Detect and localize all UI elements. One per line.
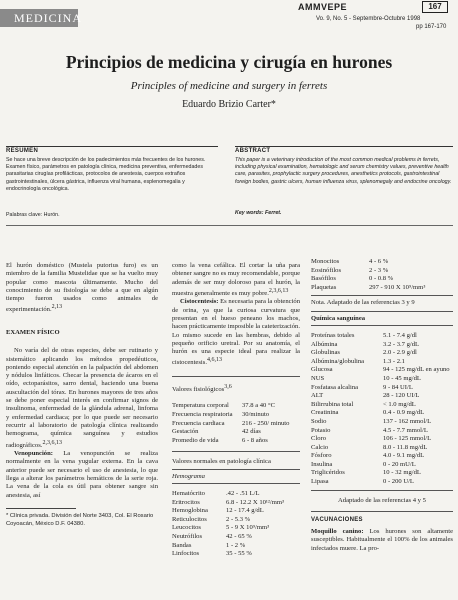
table-row [172, 437, 289, 446]
cistocentesis-paragraph: Cistocentesis: Es necesaria para la obtención de orina, ya que la curiosa curvatura que presentan en el hueso peneano los machos, hacen prácticamente imposible la cateterización. Lo mismo sucede en las hembras, debido al pequeño orificio uretral. Por su anatomía, el hurón es una especie ideal para realizar la cistocentesis.$^{4,6,13}$ [172, 298, 300, 367]
hemogram-table-cont [311, 258, 425, 292]
table-row [172, 411, 289, 420]
table-row [172, 516, 284, 525]
table-row [172, 420, 289, 429]
journal-name: AMMVEPE [298, 2, 348, 12]
table-row [172, 428, 289, 437]
row-label: Triglicéridos [311, 469, 345, 477]
row-label: ALT [311, 392, 324, 400]
row-value: 9 - 84 UI/L [383, 383, 413, 391]
table-row [311, 366, 450, 375]
row-label: Albúmina [311, 340, 338, 348]
row-label: Albúmina/globulina [311, 357, 365, 365]
vf-title: Valores fisiológicos$^{3,6}$ [172, 383, 232, 394]
intro-paragraph: El hurón doméstico (Mustela putorius furo) es un miembro de la familia Mustelidae que se ha vuelto muy popular como mascota últimamente. Mucho del conocimiento de su fisiología se debe a que en algún tiempo fueron usados como animales de experimentación.$^{2,13}$ [6, 262, 158, 314]
row-value: 1 - 2 % [226, 541, 246, 549]
table-row [172, 490, 284, 499]
row-label: Fósforo [311, 452, 332, 460]
row-value: 8.0 - 11.8 mg/dL [383, 443, 428, 451]
table-rule [172, 483, 300, 484]
table-row [311, 384, 450, 393]
row-label: Creatinina [311, 409, 339, 417]
row-label: Neutrófilos [172, 532, 203, 540]
table-row [311, 284, 425, 293]
resumen-text: Se hace una breve descripción de los padecimientos más frecuentes de los hurones. Examen físico, parámetros en patología clínica, medicina preventiva, enfermedades parasitarias cirugías profilácticas, protocolos de anestesia, cuerpos extraños gastrointestinales, úlcera gástrica, influenza viral humana, esplenomegalia y endocrinología oncológica. [6, 157, 206, 192]
resumen-heading: RESUMEN [6, 148, 39, 154]
row-value: 28 - 120 UI/L [383, 392, 420, 400]
table-rule [172, 376, 300, 377]
row-label: Promedio de vida [172, 436, 219, 444]
table-rule [311, 511, 453, 512]
vacunaciones-paragraph: Moquillo canino: Los hurones son altamente susceptibles. Habitualmente el 100% de los animales infectados muere. La pro- [311, 527, 453, 552]
table-row [311, 401, 450, 410]
hemograma-title: Hemograma [172, 472, 205, 480]
table-note: Adaptado de las referencias 4 y 5 [338, 496, 426, 504]
row-label: Bandas [172, 541, 192, 549]
row-value: 2 - 3 % [369, 266, 389, 274]
table-rule [311, 325, 453, 326]
row-value: 0 - 0.8 % [369, 275, 394, 283]
resumen-keywords: Palabras clave: Hurón. [6, 212, 60, 218]
vn-title: Valores normales en patología clínica [172, 458, 271, 466]
row-value: 106 - 125 mmol/L [383, 435, 432, 443]
article-subtitle: Principles of medicine and surgery in ferrets [130, 80, 328, 92]
row-value: 10 - 45 mg/dL [383, 374, 421, 382]
row-value: 94 - 125 mg/dL en ayuno [383, 366, 450, 374]
row-label: Hemoglobina [172, 507, 208, 515]
row-label: Frecuencia respiratoria [172, 411, 233, 419]
table-row [311, 375, 450, 384]
row-value: 37.8 a 40 °C [242, 402, 276, 410]
row-value: 6.8 - 12.2 X 10¹²/mm³ [226, 498, 284, 506]
row-value: 3.2 - 3.7 g/dL [383, 340, 420, 348]
physiological-table [172, 402, 289, 445]
row-value: 10 - 32 mg/dL [383, 469, 421, 477]
row-value: 0.4 - 0.9 mg/dL [383, 409, 425, 417]
abstract-text: This paper is a veterinary introduction of the most common medical problems in ferrets, including physical examination, hematologic and serum chemistry values, preventive health care, parasites, prophylactic surgery procedures, anesthetics protocols, gastrointestinal foreign bodies, gastric ulcers, human influenza virus, splenomegaly and endocrine oncology. [235, 157, 452, 185]
table-row [172, 507, 284, 516]
row-value: 6 - 8 años [242, 436, 268, 444]
row-label: Proteínas totales [311, 331, 355, 339]
row-label: Leucocitos [172, 524, 201, 532]
table-row [311, 444, 450, 453]
table-row [311, 452, 450, 461]
row-label: Frecuencia cardiaca [172, 419, 225, 427]
table-row [172, 542, 284, 551]
vacunaciones-heading: VACUNACIONES [311, 516, 363, 523]
table-row [311, 435, 450, 444]
row-label: Potasio [311, 426, 331, 434]
table-note: Nota. Adaptado de las referencias 3 y 9 [311, 299, 415, 307]
row-label: Eosinófilos [311, 266, 342, 274]
vein-paragraph: como la vena cefálica. El cortar la uña para obtener sangre no es muy recomendable, porque además de ser muy doloroso para el hurón, la muestra generalmente es muy pobre.$^{2,3,6,13}$ [172, 262, 300, 298]
divider [6, 146, 218, 147]
row-label: Plaquetas [311, 283, 337, 291]
row-label: Temperatura corporal [172, 402, 229, 410]
table-row [172, 499, 284, 508]
row-value: 5.1 - 7.4 g/dl [383, 331, 417, 339]
row-value: 297 - 910 X 10⁹/mm³ [369, 283, 426, 291]
row-value: 5 - 9 X 10⁹/mm³ [226, 524, 270, 532]
row-label: Lipasa [311, 478, 329, 486]
abstract-heading: ABSTRACT [235, 148, 271, 154]
row-label: Globulinas [311, 349, 340, 357]
chemistry-table [311, 332, 450, 487]
footnote-rule [6, 508, 76, 509]
row-value: 216 - 250/ minuto [242, 419, 290, 427]
row-value: 0 - 200 U/L [383, 478, 414, 486]
table-rule [172, 469, 300, 470]
row-value: 35 - 55 % [226, 550, 252, 558]
table-row [311, 358, 450, 367]
table-row [311, 409, 450, 418]
table-row [311, 392, 450, 401]
row-value: 30/minuto [242, 411, 270, 419]
volume-info: Vo. 9, No. 5 - Septembre-Octubre 1998 [316, 16, 421, 22]
table-rule [172, 451, 300, 452]
row-label: Monocitos [311, 258, 340, 265]
table-row [311, 349, 450, 358]
abstract-keywords: Key words: Ferret. [235, 210, 282, 216]
table-row [172, 550, 284, 559]
row-value: 42 - 65 % [226, 532, 252, 540]
section-tab: MEDICINA [0, 9, 78, 27]
page-number: 167 [422, 1, 448, 13]
row-label: Sodio [311, 417, 327, 425]
row-label: NUS [311, 374, 325, 382]
row-label: Bilirrubina total [311, 400, 354, 408]
footnote: * Clínica privada. División del Norte 3403, Col. El Rosario Coyoacán, México D.F. 04380. [6, 512, 154, 527]
row-label: Insulina [311, 460, 333, 468]
table-row [311, 341, 450, 350]
divider [6, 225, 453, 226]
qs-title: Química sanguínea [311, 314, 366, 322]
table-row [311, 478, 450, 487]
row-label: Eritrocitos [172, 498, 200, 506]
row-label: Fosfatasa alcalina [311, 383, 359, 391]
column-2 [172, 262, 300, 559]
table-row [311, 258, 425, 267]
table-row [172, 402, 289, 411]
venopuncion-paragraph: Venopunción: La venopunción se realiza normalmente en la vena yugular externa. En la cava anterior puede ser necesario el uso de anestesia, lo que llega a alterar los parámetros hemáticos de la serie roja. La vena de la cola es útil para obtener sangre sin anestesia, así [6, 450, 158, 499]
row-label: Basófilos [311, 275, 336, 283]
table-row [311, 461, 450, 470]
table-row [311, 427, 450, 436]
row-value: 137 - 162 mmol/L [383, 417, 432, 425]
row-value: 2 - 5.3 % [226, 515, 251, 523]
row-label: Linfocitos [172, 550, 200, 558]
table-row [311, 275, 425, 284]
article-title: Principios de medicina y cirugía en hurones [65, 52, 393, 72]
table-rule [311, 295, 453, 296]
table-row [172, 524, 284, 533]
column-1 [6, 262, 158, 528]
author: Eduardo Brizio Carter* [182, 99, 276, 110]
divider [235, 146, 453, 147]
table-row [311, 332, 450, 341]
row-label: Glucosa [311, 366, 333, 374]
row-label: Hematócrito [172, 489, 205, 497]
row-label: Gestación [172, 428, 199, 436]
row-label: Cloro [311, 435, 327, 443]
row-value: 1.3 - 2.1 [383, 357, 405, 365]
row-value: 4.0 - 9.1 mg/dL [383, 452, 425, 460]
row-value: 4 - 6 % [369, 258, 389, 265]
section-heading: EXAMEN FÍSICO [6, 328, 60, 336]
row-value: .42 - .51 L/L [226, 489, 260, 497]
page-range: pp 167-170 [416, 24, 447, 30]
row-label: Calcio [311, 443, 329, 451]
row-value: 4.5 - 7.7 mmol/L [383, 426, 428, 434]
exam-paragraph: No varía del de otras especies, debe ser rutinario y sistemático aplicando los métodos propedéuticos, poniendo especial atención en la palpación del abdomen y nódulos linfáticos. Checar la presencia de ácaros en el oído, ectoparásitos, sarro dental, haciendo una buena auscultación del tórax. En hurones mayores de tres años se debe poner especial interés en confirmar signos de insulinoma, enfermedad de la glándula adrenal, linfoma y enfermedad cardiaca; por lo que puede ser necesario recurrir al laboratorio de patología clínica realizando hemograma, química sanguínea y estudios radiográficos.$^{2,3,6,13}$ [6, 347, 158, 449]
row-value: 42 días [242, 428, 261, 436]
row-value: < 1.0 mg/dL [383, 400, 416, 408]
column-3 [311, 258, 453, 553]
table-row [311, 469, 450, 478]
row-value: 12 - 17.4 g/dL [226, 507, 264, 515]
row-label: Reticulocitos [172, 515, 207, 523]
row-value: 0 - 20 mU/L [383, 460, 416, 468]
row-value: 2.0 - 2.9 g/dl [383, 349, 417, 357]
table-row [172, 533, 284, 542]
hemogram-table [172, 490, 284, 559]
table-rule [311, 490, 453, 491]
table-row [311, 418, 450, 427]
table-row [311, 267, 425, 276]
table-rule [311, 311, 453, 312]
